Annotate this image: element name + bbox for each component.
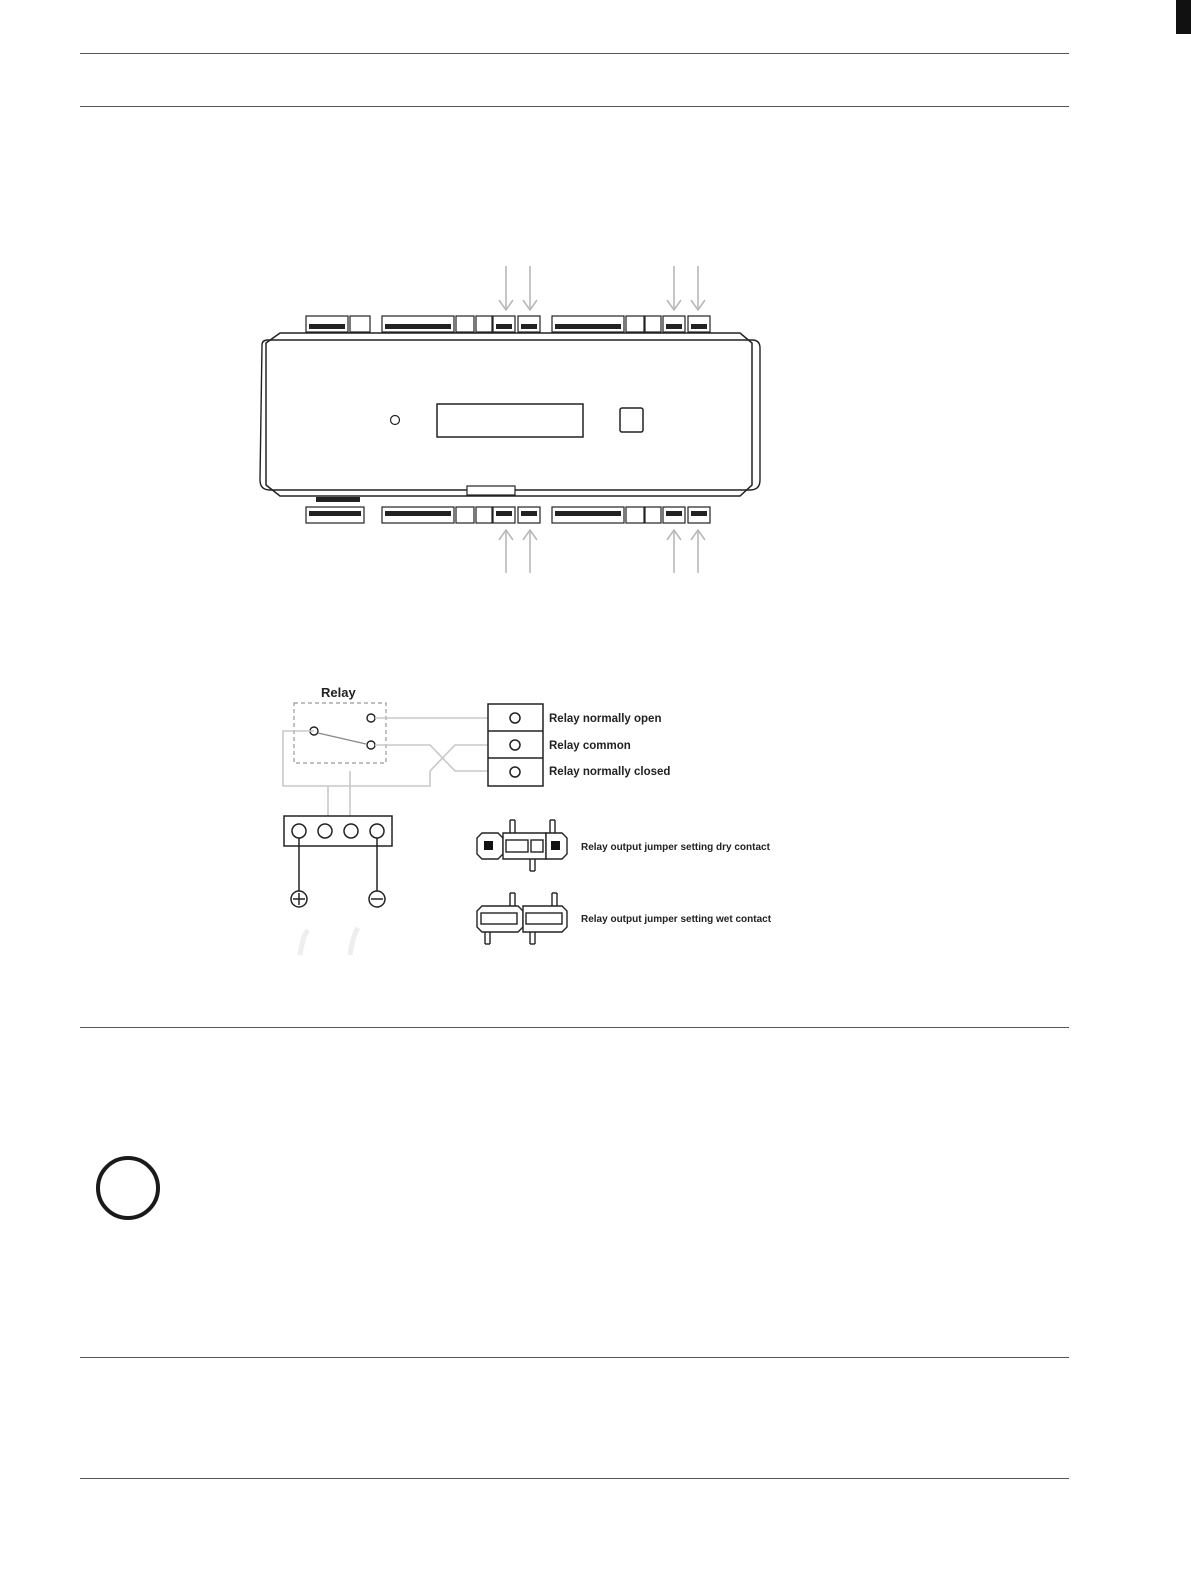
footer-rule (80, 1478, 1069, 1479)
jumper-wet-contact (477, 893, 567, 944)
label-common: Relay common (549, 740, 631, 752)
info-circle-icon (96, 1156, 160, 1220)
label-normally-open: Relay normally open (549, 713, 662, 725)
section-rule-1 (80, 1027, 1069, 1028)
minus-circle-icon (369, 891, 385, 907)
section-rule-2 (80, 1357, 1069, 1358)
plus-circle-icon (291, 891, 307, 907)
label-dry-contact: Relay output jumper setting dry contact (581, 842, 770, 853)
relay-box (294, 703, 386, 763)
label-wet-contact: Relay output jumper setting wet contact (581, 914, 772, 925)
label-normally-closed: Relay normally closed (549, 766, 671, 778)
relay-title: Relay (321, 685, 356, 700)
